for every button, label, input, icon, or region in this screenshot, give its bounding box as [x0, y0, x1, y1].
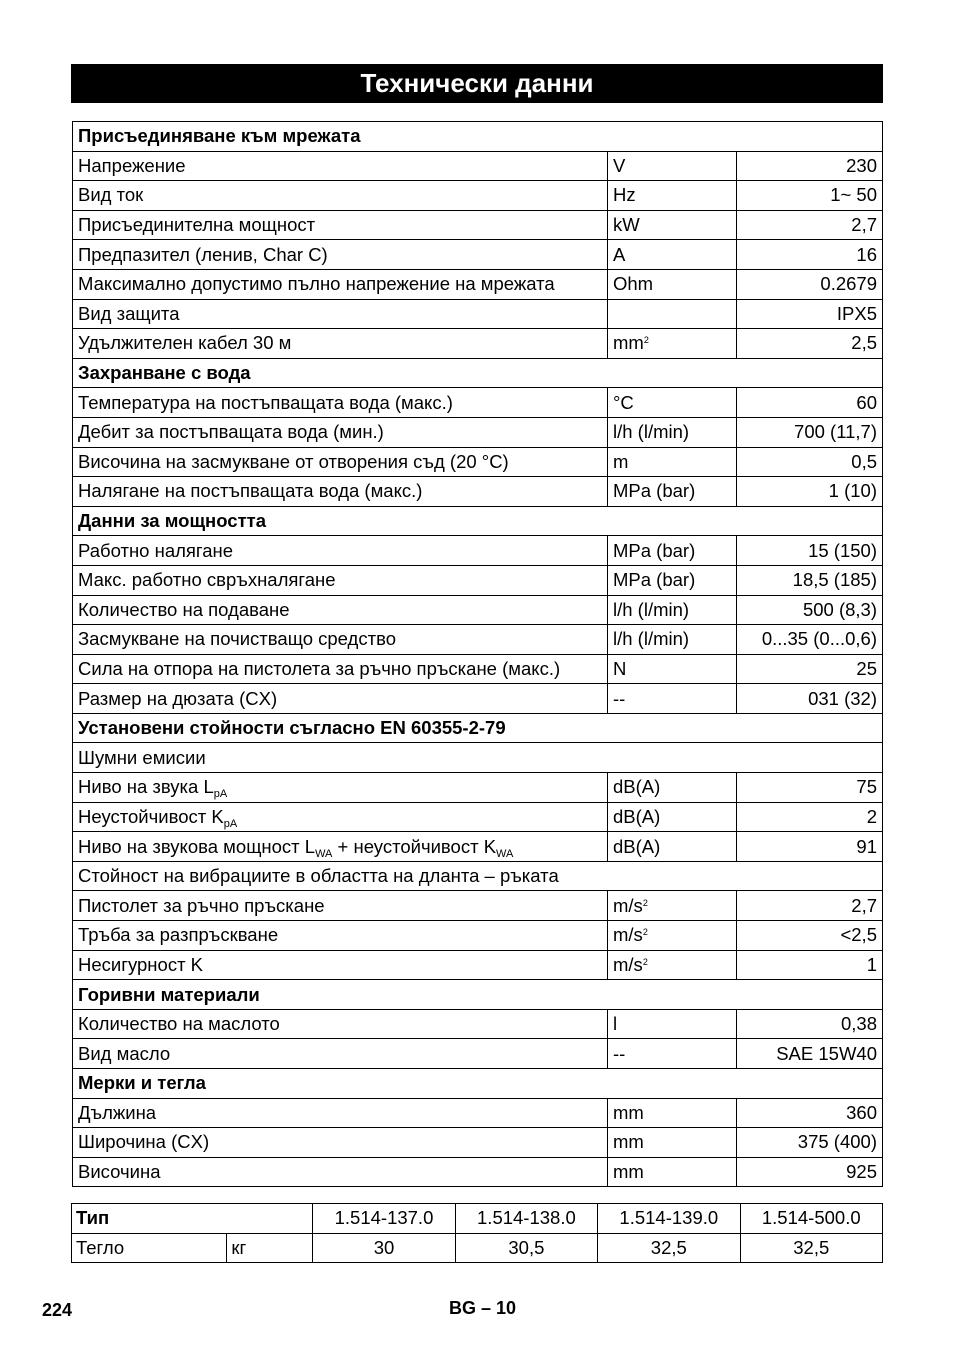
type-value: 1.514-500.0: [740, 1204, 882, 1234]
spec-unit-text: MPa (bar): [613, 569, 696, 591]
spec-label-text: Размер на дюзата (CX): [78, 687, 278, 709]
type-value: 1.514-138.0: [455, 1204, 597, 1234]
spec-unit-text: MPa (bar): [613, 480, 696, 502]
spec-label: [73, 447, 608, 477]
page-separator: –: [481, 1298, 492, 1318]
spec-label: [73, 477, 608, 507]
spec-row: [73, 210, 883, 240]
spec-row: [73, 477, 883, 507]
spec-row: [73, 151, 883, 181]
spec-value: 60: [737, 388, 883, 418]
type-value: 1.514-139.0: [598, 1204, 740, 1234]
spec-label-text: Широчина (CX): [78, 1131, 210, 1153]
spec-label: [73, 181, 608, 211]
spec-value: 375 (400): [737, 1128, 883, 1158]
spec-row: [73, 1157, 883, 1187]
spec-value: 1 (10): [737, 477, 883, 507]
spec-row: [73, 269, 883, 299]
spec-label: [73, 388, 608, 418]
spec-unit: [608, 625, 737, 655]
spec-label: [73, 891, 608, 921]
spec-label: [73, 654, 608, 684]
spec-unit: [608, 1098, 737, 1128]
spec-value: 91: [737, 832, 883, 862]
spec-unit: [608, 1009, 737, 1039]
spec-unit-text: --: [613, 687, 626, 709]
spec-unit-text: dB(A): [613, 776, 661, 798]
weight-row: [72, 1233, 883, 1263]
spec-unit-text: Hz: [613, 184, 636, 206]
weight-value: 30: [313, 1233, 455, 1263]
spec-unit: [608, 950, 737, 980]
spec-unit: [608, 329, 737, 359]
spec-label-text: Количество на подаване: [78, 598, 290, 620]
type-weight-table: [71, 1203, 883, 1263]
spec-value: 1~ 50: [737, 181, 883, 211]
spec-label-text: + неустойчивост K: [332, 835, 497, 857]
subheading: Стойност на вибрациите в областта на дланта – ръката: [73, 861, 883, 891]
section-header-row: [73, 506, 883, 536]
spec-value: 0.2679: [737, 269, 883, 299]
spec-label: [73, 921, 608, 951]
spec-label: [73, 802, 608, 832]
spec-row: [73, 891, 883, 921]
spec-row: [73, 299, 883, 329]
spec-value: 0,38: [737, 1009, 883, 1039]
spec-unit: [608, 477, 737, 507]
page-number: 224: [42, 1300, 73, 1320]
spec-row: [73, 1009, 883, 1039]
spec-unit: [608, 832, 737, 862]
spec-value: 0,5: [737, 447, 883, 477]
spec-row: [73, 388, 883, 418]
spec-unit: [608, 1039, 737, 1069]
spec-unit-text: mm: [613, 1161, 644, 1183]
spec-value: <2,5: [737, 921, 883, 951]
spec-unit-text: l/h (l/min): [613, 628, 690, 650]
spec-unit: [608, 210, 737, 240]
spec-label: [73, 417, 608, 447]
section-page-marker: [449, 1298, 516, 1319]
spec-value: 1: [737, 950, 883, 980]
spec-unit-text: mm: [613, 1131, 644, 1153]
weight-unit: кг: [227, 1233, 313, 1263]
spec-value: 18,5 (185): [737, 565, 883, 595]
spec-value: 2,7: [737, 210, 883, 240]
spec-label-text: Максимално допустимо пълно напрежение на мрежата: [78, 273, 555, 295]
spec-label-text: Температура на постъпващата вода (макс.): [78, 391, 453, 413]
spec-unit: [608, 388, 737, 418]
spec-label: [73, 832, 608, 862]
spec-unit: [608, 773, 737, 803]
spec-unit-text: m/s: [613, 924, 643, 946]
spec-unit-text: l/h (l/min): [613, 598, 690, 620]
spec-unit-text: mm: [613, 332, 644, 354]
spec-label: [73, 269, 608, 299]
weight-value: 32,5: [740, 1233, 882, 1263]
spec-row: [73, 240, 883, 270]
spec-value: IPX5: [737, 299, 883, 329]
spec-unit-superscript: 2: [642, 927, 648, 938]
spec-label: [73, 151, 608, 181]
spec-label-text: Вид масло: [78, 1042, 171, 1064]
spec-label-text: Вид защита: [78, 302, 180, 324]
spec-label-subscript: pA: [223, 817, 238, 830]
type-label: Тип: [72, 1204, 313, 1234]
spec-value: 2: [737, 802, 883, 832]
spec-label: [73, 684, 608, 714]
spec-label-text: Работно налягане: [78, 539, 234, 561]
section-header-row: [73, 980, 883, 1010]
spec-label-text: Удължителен кабел 30 м: [78, 332, 292, 354]
spec-row: [73, 802, 883, 832]
spec-unit: [608, 921, 737, 951]
section-title: Установени стойности съгласно EN 60355-2-79: [73, 713, 883, 743]
spec-value: 2,5: [737, 329, 883, 359]
spec-label: [73, 536, 608, 566]
spec-label-text: Вид ток: [78, 184, 144, 206]
spec-unit-text: kW: [613, 214, 640, 236]
spec-label-text: Пистолет за ръчно пръскане: [78, 894, 325, 916]
spec-unit: [608, 802, 737, 832]
section-header-row: [73, 358, 883, 388]
spec-unit-text: V: [613, 154, 626, 176]
spec-unit: [608, 269, 737, 299]
spec-unit-superscript: 2: [642, 956, 648, 967]
weight-label: Тегло: [72, 1233, 227, 1263]
spec-label: [73, 773, 608, 803]
spec-label: [73, 1098, 608, 1128]
spec-label-text: Дебит за постъпващата вода (мин.): [78, 421, 384, 443]
spec-label-text: Ниво на звукова мощност L: [78, 835, 316, 857]
spec-value: 700 (11,7): [737, 417, 883, 447]
spec-row: [73, 595, 883, 625]
spec-label-text: Несигурност K: [78, 953, 204, 975]
spec-row: [73, 1098, 883, 1128]
spec-value: 360: [737, 1098, 883, 1128]
spec-unit: [608, 1128, 737, 1158]
spec-unit: [608, 240, 737, 270]
spec-unit-superscript: 2: [643, 335, 649, 346]
spec-label: [73, 329, 608, 359]
spec-row: [73, 417, 883, 447]
spec-row: [73, 684, 883, 714]
spec-label: [73, 1039, 608, 1069]
spec-label-text: Неустойчивост K: [78, 805, 224, 827]
subheading-row: [73, 861, 883, 891]
spec-label-text: Присъединителна мощност: [78, 214, 316, 236]
spec-label: [73, 1157, 608, 1187]
spec-unit-text: N: [613, 657, 627, 679]
section-title: Горивни материали: [73, 980, 883, 1010]
spec-value: 230: [737, 151, 883, 181]
subheading: Шумни емисии: [73, 743, 883, 773]
spec-row: [73, 447, 883, 477]
spec-label-text: Количество на маслото: [78, 1013, 280, 1035]
spec-value: SAE 15W40: [737, 1039, 883, 1069]
spec-label-subscript: pA: [213, 788, 228, 801]
spec-unit-text: mm: [613, 1101, 644, 1123]
spec-unit-text: m/s: [613, 894, 643, 916]
spec-label: [73, 210, 608, 240]
spec-row: [73, 1128, 883, 1158]
spec-row: [73, 921, 883, 951]
spec-unit: [608, 1157, 737, 1187]
spec-value: 16: [737, 240, 883, 270]
spec-label: [73, 595, 608, 625]
spec-unit-text: dB(A): [613, 835, 661, 857]
page-title: Технически данни: [71, 64, 883, 103]
spec-label-text: Височина: [78, 1161, 161, 1183]
section-header-row: [73, 122, 883, 152]
spec-row: [73, 773, 883, 803]
spec-unit-text: A: [613, 243, 626, 265]
spec-label-subscript: WA: [315, 847, 333, 860]
spec-value: 2,7: [737, 891, 883, 921]
spec-value: 25: [737, 654, 883, 684]
spec-unit-text: m: [613, 450, 629, 472]
section-title: Мерки и тегла: [73, 1069, 883, 1099]
section-title: Данни за мощността: [73, 506, 883, 536]
weight-value: 32,5: [598, 1233, 740, 1263]
spec-unit-text: dB(A): [613, 805, 661, 827]
spec-row: [73, 950, 883, 980]
spec-label: [73, 950, 608, 980]
spec-unit-text: --: [613, 1042, 626, 1064]
spec-row: [73, 565, 883, 595]
spec-unit-text: Ohm: [613, 273, 654, 295]
spec-label: [73, 240, 608, 270]
type-value: 1.514-137.0: [313, 1204, 455, 1234]
spec-unit: [608, 181, 737, 211]
spec-value: 15 (150): [737, 536, 883, 566]
specs-table: [72, 121, 883, 1187]
spec-label-text: Напрежение: [78, 154, 186, 176]
spec-row: [73, 536, 883, 566]
spec-unit-text: l: [613, 1013, 618, 1035]
spec-unit: [608, 447, 737, 477]
spec-unit-text: MPa (bar): [613, 539, 696, 561]
spec-label: [73, 565, 608, 595]
spec-unit: [608, 417, 737, 447]
spec-label-text: Макс. работно свръхналягане: [78, 569, 336, 591]
section-header-row: [73, 1069, 883, 1099]
spec-row: [73, 832, 883, 862]
spec-row: [73, 181, 883, 211]
spec-label-text: Дължина: [78, 1101, 157, 1123]
spec-value: 031 (32): [737, 684, 883, 714]
spec-value: 925: [737, 1157, 883, 1187]
spec-unit: [608, 536, 737, 566]
spec-unit: [608, 891, 737, 921]
section-title: Присъединяване към мрежата: [73, 122, 883, 152]
section-header-row: [73, 713, 883, 743]
spec-row: [73, 1039, 883, 1069]
spec-label: [73, 1128, 608, 1158]
spec-row: [73, 654, 883, 684]
section-title: Захранване с вода: [73, 358, 883, 388]
spec-label: [73, 1009, 608, 1039]
spec-unit-text: °C: [613, 391, 634, 413]
spec-row: [73, 625, 883, 655]
spec-label-text: Засмукване на почистващо средство: [78, 628, 396, 650]
spec-unit: [608, 595, 737, 625]
spec-unit: [608, 565, 737, 595]
spec-label: [73, 299, 608, 329]
spec-unit: [608, 299, 737, 329]
spec-unit-text: m/s: [613, 953, 643, 975]
spec-unit: [608, 654, 737, 684]
spec-label: [73, 625, 608, 655]
spec-value: 500 (8,3): [737, 595, 883, 625]
spec-unit: [608, 151, 737, 181]
spec-value: 0...35 (0...0,6): [737, 625, 883, 655]
subheading-row: [73, 743, 883, 773]
spec-unit: [608, 684, 737, 714]
spec-unit-superscript: 2: [642, 897, 648, 908]
spec-label-subscript: WA: [496, 847, 514, 860]
spec-label-text: Височина на засмукване от отворения съд (20 °C): [78, 450, 509, 472]
weight-value: 30,5: [455, 1233, 597, 1263]
spec-row: [73, 329, 883, 359]
spec-label-text: Налягане на постъпващата вода (макс.): [78, 480, 423, 502]
language-code: BG: [449, 1298, 476, 1318]
section-page-number: 10: [496, 1298, 517, 1318]
spec-label-text: Тръба за разпръскване: [78, 924, 279, 946]
spec-unit-text: l/h (l/min): [613, 421, 690, 443]
spec-label-text: Ниво на звука L: [78, 776, 214, 798]
type-row: [72, 1204, 883, 1234]
spec-value: 75: [737, 773, 883, 803]
spec-label-text: Предпазител (ленив, Char C): [78, 243, 328, 265]
spec-label-text: Сила на отпора на пистолета за ръчно пръскане (макс.): [78, 657, 561, 679]
